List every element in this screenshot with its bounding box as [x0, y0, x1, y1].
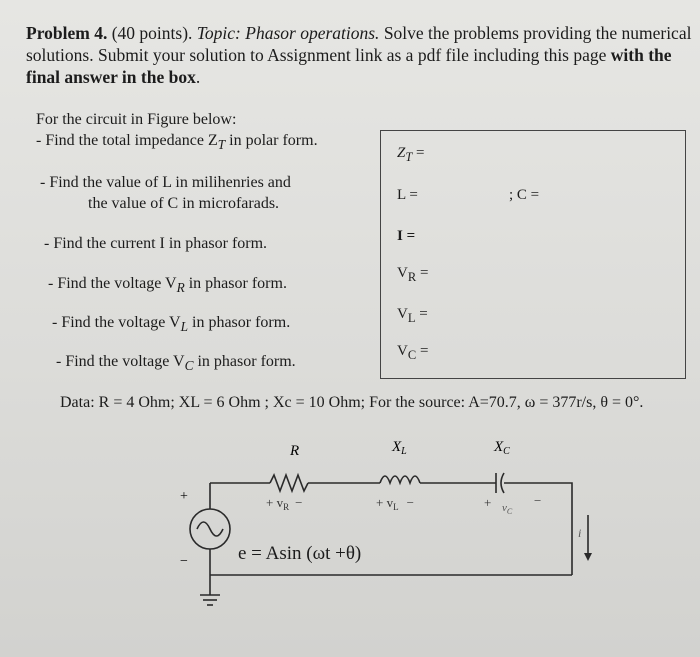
source-minus: − [180, 554, 188, 569]
vl-minus: − [406, 495, 414, 510]
question-impedance [36, 132, 318, 153]
q1-text: - Find the total impedance Z [36, 132, 218, 149]
points: (40 points). [107, 23, 197, 43]
instructions-bold: with the final answer in the box [26, 45, 672, 87]
vc-sub-label: C [506, 507, 513, 516]
current-label: i [578, 526, 582, 540]
xc-sub: C [503, 446, 510, 457]
ac-source-sine [197, 522, 223, 536]
xl-main: X [392, 439, 402, 455]
q5-end: in phasor form. [188, 314, 291, 331]
capacitor-label [493, 439, 510, 457]
answer-vc[interactable] [397, 343, 428, 363]
q6-text: - Find the voltage V [56, 353, 185, 370]
vr-polarity [266, 495, 302, 512]
answer-vr[interactable] [397, 265, 428, 285]
instructions-end: . [195, 67, 201, 87]
question-c-value: the value of C in microfarads. [88, 195, 280, 212]
q5-sub: L [180, 319, 188, 335]
problem-header [26, 22, 694, 88]
vc-eq: = [416, 343, 429, 359]
vr-minus: − [295, 495, 303, 510]
resistor-symbol [270, 475, 308, 491]
question-l-value: - Find the value of L in milihenries and [40, 174, 291, 191]
answer-current[interactable]: I = [397, 228, 416, 244]
vc-v: v [502, 502, 507, 514]
vr-plus: + v [266, 495, 284, 510]
q5-text: - Find the voltage V [52, 314, 181, 331]
vl-sub-label: L [393, 502, 399, 512]
q1-end: in polar form. [225, 132, 318, 149]
q4-text: - Find the voltage V [48, 275, 177, 292]
vr-eq: = [416, 265, 429, 281]
question-current: - Find the current I in phasor form. [44, 235, 268, 252]
answer-zt[interactable] [397, 145, 425, 165]
vr-sub: R [407, 270, 417, 284]
inductor-symbol [380, 476, 420, 483]
topic: Topic: Phasor operations. [196, 23, 380, 43]
source-plus: + [180, 489, 188, 504]
zt-sub: T [405, 150, 413, 164]
answer-vl[interactable] [397, 306, 428, 326]
q4-end: in phasor form. [184, 275, 287, 292]
xc-main: X [494, 439, 504, 455]
vc-sub: C [407, 348, 417, 362]
vc-polarity-v [502, 502, 513, 516]
capacitor-plate-right [501, 473, 504, 493]
vl-eq: = [415, 306, 428, 322]
answer-box[interactable] [380, 130, 686, 379]
question-vl [52, 314, 290, 335]
vr-sub-label: R [283, 502, 290, 512]
q6-sub: C [184, 358, 194, 374]
zt-eq: = [412, 145, 425, 161]
answer-c[interactable]: ; C = [509, 187, 540, 203]
vl-plus: + v [376, 495, 394, 510]
instructions: Solve the problems providing the numerical solutions. Submit your solution to Assignment link as a pdf file including this page [26, 23, 692, 65]
answer-l[interactable]: L = [397, 187, 418, 203]
data-line: Data: R = 4 Ohm; XL = 6 Ohm ; Xc = 10 Ohm; For the source: A=70.7, ω = 377r/s, θ = 0°. [60, 394, 644, 411]
vr-label: V [397, 265, 408, 281]
circuit-diagram [170, 405, 610, 615]
q1-sub: T [217, 137, 226, 153]
xl-sub: L [401, 446, 407, 457]
current-arrow-head [584, 553, 592, 561]
vc-polarity-minus: − [534, 493, 542, 508]
question-vc [56, 353, 296, 374]
q6-end: in phasor form. [193, 353, 296, 370]
question-vr [48, 275, 287, 296]
q4-sub: R [176, 280, 185, 296]
vl-label: V [397, 306, 408, 322]
problem-label: Problem 4. [26, 23, 108, 43]
source-equation: e = Asin (ωt +θ) [238, 543, 362, 564]
vc-polarity-plus: + [484, 495, 492, 510]
inductor-label [391, 439, 407, 457]
questions-intro: For the circuit in Figure below: [36, 111, 237, 128]
vl-sub: L [407, 311, 416, 325]
vc-label: V [397, 343, 408, 359]
zt-label: Z [397, 145, 406, 161]
vl-polarity [376, 495, 414, 512]
resistor-label: R [290, 443, 300, 459]
